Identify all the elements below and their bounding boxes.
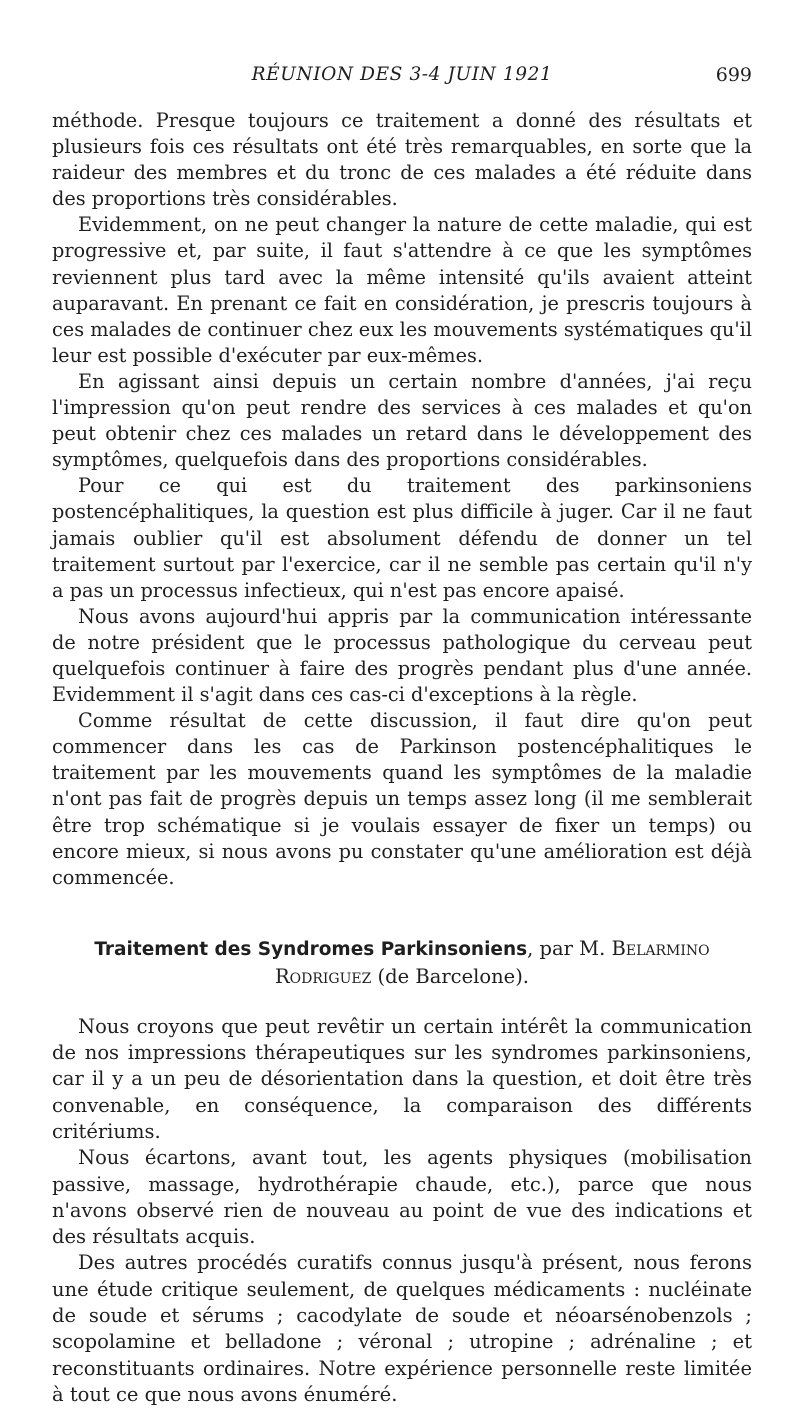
paragraph: méthode. Presque toujours ce traitement a donné des résultats et plusieurs fois ces résultats ont été très remarquables, en sorte que la raideur des membres et du tronc de ces malades a été réduite dans des proportions très considérables. xyxy=(52,109,752,211)
byline-prefix: , par M. xyxy=(527,936,612,960)
page-number: 699 xyxy=(715,64,752,86)
article-title: Traitement des Syndromes Parkinsoniens xyxy=(94,938,528,960)
paragraph: Nous écartons, avant tout, les agents physiques (mobilisation passive, massage, hydrothérapie chaude, etc.), parce que nous n'avons observé rien de nouveau au point de vue des indications et des résultats acquis. xyxy=(52,1146,752,1249)
paragraph: Comme résultat de cette discussion, il faut dire qu'on peut commencer dans les cas de Parkinson postencéphalitiques le traitement par les mouvements quand les symptômes de la maladie n'ont pas fait de progrès depuis un temps assez long (il me semblerait être trop schématique si je voulais essayer de fixer un temps) ou encore mieux, si nous avons pu constater qu'une amélioration est déjà commencée. xyxy=(52,709,752,889)
article-author: Belarmino Rodriguez xyxy=(274,936,710,988)
paragraph: Des autres procédés curatifs connus jusqu'à présent, nous ferons une étude critique seulement, de quelques médicaments : nucléinate de soude et sérums ; cacodylate de soude et néoarsénobenzols ; scopolamine et belladone ; véronal ; utropine ; adrénaline ; et reconstituants ordinaires. Notre expérience personnelle reste limitée à tout ce que nous avons énuméré. xyxy=(52,1251,752,1406)
running-title: RÉUNION DES 3-4 JUIN 1921 xyxy=(251,64,553,85)
previous-article-body xyxy=(52,108,752,891)
paragraph: Evidemment, on ne peut changer la nature de cette maladie, qui est progressive et, par suite, il faut s'attendre à ce que les symptômes reviennent plus tard avec la même intensité qu'ils avaient atteint auparavant. En prenant ce fait en considération, je prescris toujours à ces malades de continuer chez eux les mouvements systématiques qu'il leur est possible d'exécuter par eux-mêmes. xyxy=(52,213,752,367)
section-spacer xyxy=(52,891,752,935)
paragraph: Nous avons aujourd'hui appris par la communication intéressante de notre président que le processus pathologique du cerveau peut quelquefois continuer à faire des progrès pendant plus d'une année. Evidemment il s'agit dans ces cas-ci d'exceptions à la règle. xyxy=(52,604,752,707)
article-body xyxy=(52,1014,752,1408)
paragraph: En agissant ainsi depuis un certain nombre d'années, j'ai reçu l'impression qu'on peut rendre des services à ces malades et qu'on peut obtenir chez ces malades un retard dans le développement des symptômes, quelquefois dans des proportions considérables. xyxy=(52,369,752,472)
article-heading xyxy=(52,935,752,990)
running-header xyxy=(52,64,752,94)
article-location: (de Barcelone). xyxy=(371,964,530,988)
paragraph: Nous croyons que peut revêtir un certain intérêt la communication de nos impressions thérapeutiques sur les syndromes parkinsoniens, car il y a un peu de désorientation dans la question, et doit être très convenable, en conséquence, la comparaison des différents critériums. xyxy=(52,1014,752,1143)
paragraph: Pour ce qui est du traitement des parkinsoniens postencéphalitiques, la question est plus difficile à juger. Car il ne faut jamais oublier qu'il est absolument défendu de donner un tel traitement surtout par l'exercice, car il ne semble pas certain qu'il n'y a pas un processus infectieux, qui n'est pas encore apaisé. xyxy=(52,474,752,602)
